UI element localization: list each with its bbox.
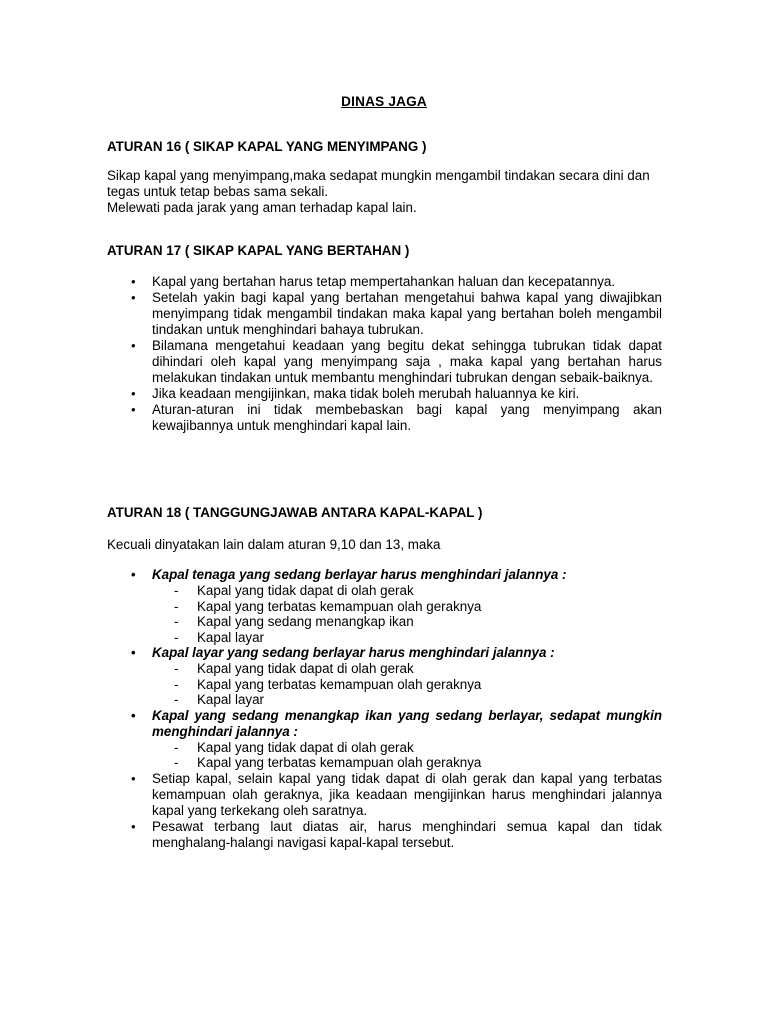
rule-18-group [107,645,662,708]
rule-18-sub-item: - Kapal yang tidak dapat di olah gerak [152,740,662,756]
rule-16-text-1: Sikap kapal yang menyimpang,maka sedapat mungkin mengambil tindakan secara dini dan tegas untuk tetap bebas sama sekali. [107,168,650,199]
rule-18-group-label: Kapal tenaga yang sedang berlayar harus menghindari jalannya : [152,567,567,582]
rule-18-item: • Setiap kapal, selain kapal yang tidak dapat di olah gerak dan kapal yang terbatas kemampuan olah geraknya, jika keadaan mengijinkan harus menghindari jalannya kapal yang terkekang oleh saratnya. [107,771,662,819]
rule-18-sub-item: - Kapal yang terbatas kemampuan olah geraknya [152,677,662,693]
rule-18-item: • Pesawat terbang laut diatas air, harus menghindari semua kapal dan tidak menghalang-halangi navigasi kapal-kapal tersebut. [107,819,662,851]
rule-18-group [107,567,662,645]
rule-18-sub-item: - Kapal yang terbatas kemampuan olah geraknya [152,755,662,771]
rule-18-sub-item: - Kapal yang tidak dapat di olah gerak [152,583,662,599]
rule-18-sub-item: - Kapal yang terbatas kemampuan olah geraknya [152,599,662,615]
rule-16-text-2: Melewati pada jarak yang aman terhadap kapal lain. [107,200,417,215]
rule-18-group-label: Kapal yang sedang menangkap ikan yang sedang berlayar, sedapat mungkin menghindari jalannya : [152,707,662,739]
rule-18-list [107,567,662,851]
rule-18-sub-item: - Kapal yang tidak dapat di olah gerak [152,661,662,677]
rule-18-sub-item: - Kapal layar [152,630,662,646]
rule-18-sublist [152,740,662,771]
rule-18-sub-item: - Kapal layar [152,692,662,708]
rule-17-item: • Kapal yang bertahan harus tetap mempertahankan haluan dan kecepatannya. [107,274,662,290]
rule-17-list [107,274,662,434]
rule-17-item: • Aturan-aturan ini tidak membebaskan bagi kapal yang menyimpang akan kewajibannya untuk menghindari kapal lain. [107,402,662,434]
rule-18-group-label: Kapal layar yang sedang berlayar harus menghindari jalannya : [152,645,555,660]
rule-17-item: • Bilamana mengetahui keadaan yang begitu dekat sehingga tubrukan tidak dapat dihindari oleh kapal yang menyimpang saja , maka kapal yang bertahan harus melakukan tindakan untuk membantu menghindari tubrukan dengan sebaik-baiknya. [107,338,662,386]
rule-17-heading: ATURAN 17 ( SIKAP KAPAL YANG BERTAHAN ) [107,243,410,258]
rule-16-heading: ATURAN 16 ( SIKAP KAPAL YANG MENYIMPANG ) [107,139,427,154]
rule-18-heading: ATURAN 18 ( TANGGUNGJAWAB ANTARA KAPAL-KAPAL ) [107,505,483,520]
rule-16-paragraph [107,168,662,216]
rule-17-item: • Jika keadaan mengijinkan, maka tidak boleh merubah haluannya ke kiri. [107,386,662,402]
rule-18-sublist [152,583,662,645]
rule-18-sublist [152,661,662,708]
rule-18-intro: Kecuali dinyatakan lain dalam aturan 9,10 dan 13, maka [107,537,441,552]
document-title: DINAS JAGA [341,94,427,109]
rule-18-group [107,708,662,771]
rule-17-item: • Setelah yakin bagi kapal yang bertahan mengetahui bahwa kapal yang diwajibkan menyimpang tidak mengambil tindakan maka kapal yang bertahan boleh mengambil tindakan untuk menghindari bahaya tubrukan. [107,290,662,338]
rule-18-sub-item: - Kapal yang sedang menangkap ikan [152,614,662,630]
